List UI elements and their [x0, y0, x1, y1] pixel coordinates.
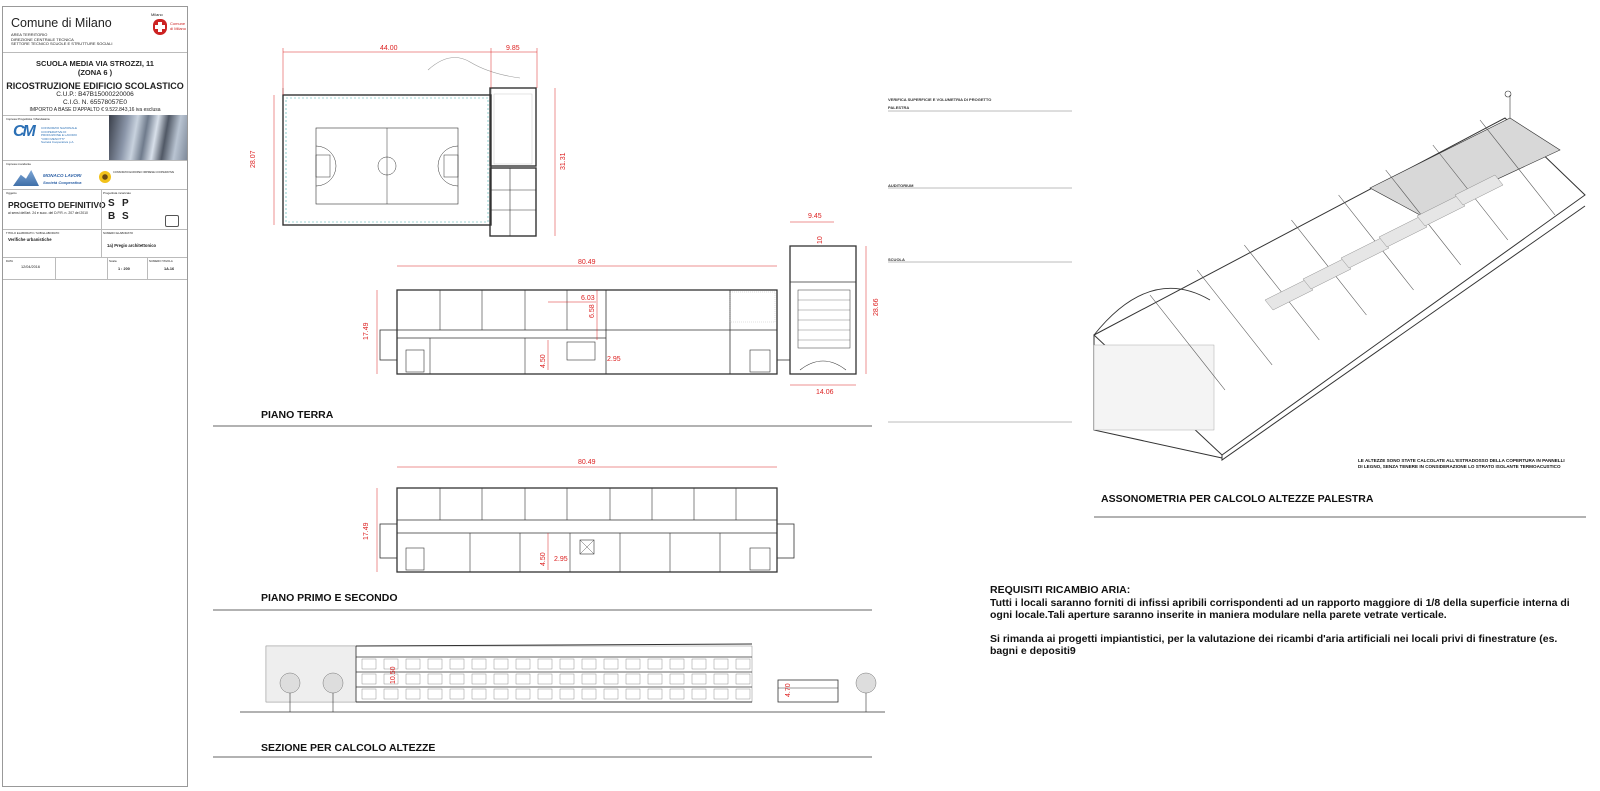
section-window: [450, 659, 464, 669]
dim-mid-b: 6.58: [589, 304, 596, 318]
dim-main-length: 80.49: [578, 259, 596, 266]
section-window: [362, 659, 376, 669]
section-window: [472, 659, 486, 669]
section-window: [494, 674, 508, 684]
monaco-sub: Società Cooperativa: [43, 180, 82, 185]
section-name: Verifiche urbanistiche: [8, 237, 52, 242]
section-window: [670, 659, 684, 669]
cup-code: C.U.P.: B47B15000220006: [56, 91, 134, 98]
section-window: [406, 689, 420, 699]
section-window: [384, 689, 398, 699]
bleacher-row: [1265, 280, 1313, 310]
dim-gym-right: 31.31: [560, 152, 567, 170]
school-zone: (ZONA 6 ): [77, 68, 113, 77]
dim-auditorium-width: 9.45: [808, 213, 822, 220]
label-piano-primo: PIANO PRIMO E SECONDO: [261, 592, 398, 604]
requirements-p2: Si rimanda ai progetti impiantistici, per la valutazione dei ricambi d'aria artificiali nei locali privi di finestrature (es. bagni e depositi9: [990, 632, 1558, 657]
dim-auditorium-top: 10: [817, 236, 824, 244]
cig-code: C.I.G. N. 65578057E0: [63, 99, 127, 106]
requirements-block: [990, 584, 1585, 669]
dim-gym-depth: 28.07: [250, 150, 257, 168]
bleacher-row: [1379, 217, 1427, 247]
section-window: [560, 689, 574, 699]
section-label: TITOLO ELABORATO / SUB ELABORATO: [6, 231, 60, 235]
section-window: [362, 689, 376, 699]
section-window: [538, 659, 552, 669]
school-name: SCUOLA MEDIA VIA STROZZI, 11: [36, 59, 154, 68]
monaco-name: MONACO LAVORI: [43, 173, 82, 178]
dim-main-depth: 17.49: [363, 322, 370, 340]
section-window: [692, 689, 706, 699]
designer-label: Impresa Progettista / Mandataria: [6, 117, 50, 121]
dim-mid-d: 2.95: [607, 356, 621, 363]
label-sezione: SEZIONE PER CALCOLO ALTEZZE: [261, 742, 436, 754]
phase-label: Oggetto: [6, 191, 17, 195]
element-label: NUMERO ELABORATO: [103, 231, 134, 235]
section-window: [494, 659, 508, 669]
section-window: [538, 674, 552, 684]
section-window: [736, 689, 750, 699]
section-window: [428, 689, 442, 699]
section-window: [714, 659, 728, 669]
height-note: LE ALTEZZE SONO STATE CALCOLATE ALL'ESTRADOSSO DELLA COPERTURA IN PANNELLI DI LEGNO, SENZA TENERE IN CONSIDERAZIONE LO STRATO ISOLANTE TERMOACUSTICO: [1358, 458, 1565, 469]
section-window: [648, 689, 662, 699]
dim-auditorium-bottom: 14.06: [816, 389, 834, 396]
label-assonometria: ASSONOMETRIA PER CALCOLO ALTEZZE PALESTRA: [1101, 493, 1374, 505]
section-window: [362, 674, 376, 684]
section-window: [582, 689, 596, 699]
cm-text: CONSORZIO NAZIONALE COOPERATIVE DI PRODUZIONE E LAVORO "CIRO MENOTTI" Società Cooperativa p.A.: [41, 126, 78, 145]
section-window: [604, 674, 618, 684]
bleacher-row: [1303, 259, 1351, 289]
section-window: [692, 659, 706, 669]
logo-top-text: Milano: [151, 12, 163, 17]
section-window: [472, 689, 486, 699]
section-window: [648, 659, 662, 669]
section-window: [560, 659, 574, 669]
section-window: [648, 674, 662, 684]
section-window: [604, 689, 618, 699]
section-window: [428, 674, 442, 684]
section-window: [626, 659, 640, 669]
mandante-label: Impresa mandante: [6, 162, 32, 166]
calc-auditorium: AUDITORIUM: [888, 183, 914, 188]
section-window: [582, 659, 596, 669]
section-window: [714, 689, 728, 699]
code-value: 1A.16: [164, 267, 175, 271]
logo-small-text: Comune di Milano: [170, 21, 187, 31]
calc-table-lines: [888, 111, 1072, 422]
element-name: 1a) Pregio architettonico: [107, 243, 157, 248]
project-title: RICOSTRUZIONE EDIFICIO SCOLASTICO: [6, 81, 184, 91]
phase-sub: ai sensi dell'art. 24 e succ. del D.P.R. n. 207 del 2010: [8, 211, 88, 215]
phase-title: PROGETTO DEFINITIVO: [8, 200, 106, 210]
requirements-p1: Tutti i locali saranno forniti di infissi apribili corrispondenti ad un rapporto maggiore di 1/8 della superficie interna di ogni locale.Tali aperture saranno inserite in maniera modulare nella parete vetrate verticale.: [990, 596, 1570, 621]
gym-plan: [283, 58, 536, 237]
section-windows: [362, 659, 750, 699]
section-window: [472, 674, 486, 684]
dim-p1-d: 2.95: [554, 556, 568, 563]
scale-value: 1 : 200: [118, 267, 130, 271]
calc-scuola: SCUOLA: [888, 257, 905, 262]
section-window: [406, 674, 420, 684]
section-window: [626, 674, 640, 684]
cm-logo-icon: CM: [13, 123, 34, 140]
dim-p1-c: 4.50: [540, 552, 547, 566]
section-window: [494, 689, 508, 699]
code-label: NUMERO TAVOLA: [149, 259, 173, 263]
section-window: [736, 659, 750, 669]
org-name: Comune di Milano: [11, 16, 112, 30]
section-window: [428, 659, 442, 669]
sunflower-text: CONSORZIO EUROPEO IMPRESE COOPERATIVE: [113, 171, 175, 174]
calc-heading: VERIFICA SUPERFICIE E VOLUMETRIA DI PROGETTO: [888, 97, 992, 102]
section-window: [736, 674, 750, 684]
section-window: [406, 659, 420, 669]
dim-mid-c: 4.50: [540, 354, 547, 368]
section-window: [450, 689, 464, 699]
section-window: [560, 674, 574, 684]
contract-amount: IMPORTO A BASE D'APPALTO € 9.522.843,16 iva esclusa: [29, 107, 161, 113]
section-window: [670, 674, 684, 684]
section-window: [516, 659, 530, 669]
section-window: [516, 674, 530, 684]
dim-p1-length: 80.49: [578, 459, 596, 466]
label-piano-terra: PIANO TERRA: [261, 409, 334, 421]
requirements-title: REQUISITI RICAMBIO ARIA:: [990, 584, 1131, 596]
section-window: [714, 674, 728, 684]
section-window: [516, 689, 530, 699]
section-window: [670, 689, 684, 699]
section-window: [582, 674, 596, 684]
date-label: DATA: [6, 259, 14, 263]
dim-gym-annex: 9.85: [506, 45, 520, 52]
section-elevation: [240, 644, 885, 712]
date-value: 12/04/2016: [21, 265, 41, 269]
dim-section-height-2: 4.70: [785, 683, 792, 697]
spbs-logo-icon: S P B S: [108, 198, 129, 222]
dim-auditorium-depth: 28.66: [873, 298, 880, 316]
section-window: [692, 674, 706, 684]
dim-section-height: 10.50: [390, 666, 397, 684]
axonometric-gym: [1094, 91, 1585, 460]
calc-palestra: PALESTRA: [888, 105, 910, 110]
ground-floor-plan: [380, 246, 856, 374]
dim-mid-a: 6.03: [581, 295, 595, 302]
dim-p1-depth: 17.49: [363, 522, 370, 540]
dim-gym-width: 44.00: [380, 45, 398, 52]
section-window: [604, 659, 618, 669]
section-window: [626, 689, 640, 699]
scale-label: Scala: [109, 259, 117, 263]
section-window: [450, 674, 464, 684]
bleacher-row: [1341, 238, 1389, 268]
first-floor-plan: [380, 488, 794, 572]
org-lines: AREA TERRITORIO DIREZIONE CENTRALE TECNICA SETTORE TECNICO SCUOLE E STRUTTURE SOCIALI: [11, 32, 113, 46]
first-floor-dimension-lines: [377, 467, 777, 572]
section-window: [538, 689, 552, 699]
spbs-label: Progettista incaricato: [103, 191, 132, 195]
